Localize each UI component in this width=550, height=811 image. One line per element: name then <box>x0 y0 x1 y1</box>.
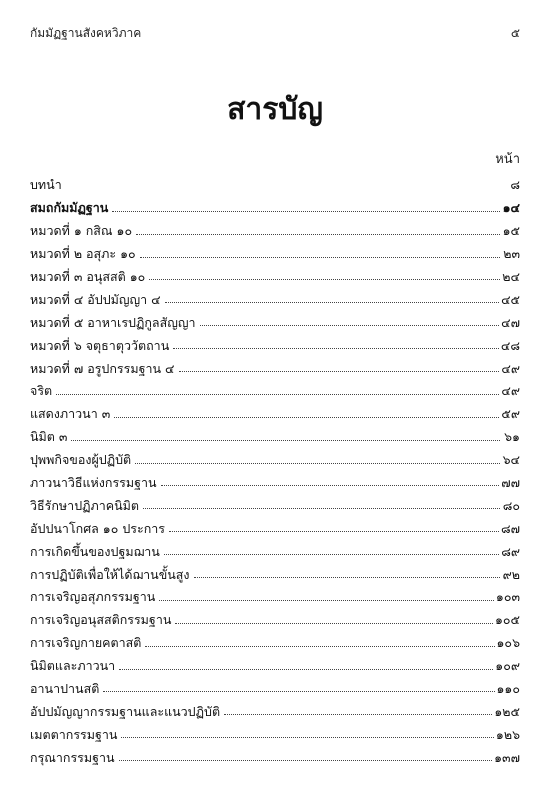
leader-dots <box>112 210 500 212</box>
leader-dots <box>119 759 493 761</box>
toc-entry[interactable] <box>30 421 520 444</box>
toc-entry-page: ๒๔ <box>502 268 520 284</box>
leader-dots <box>159 599 494 601</box>
leader-dots <box>149 278 500 280</box>
leader-dots <box>136 233 500 235</box>
toc-entry-label: สมถกัมมัฏฐาน <box>30 200 109 216</box>
leader-dots <box>66 188 500 189</box>
leader-dots <box>56 393 499 395</box>
page-number: ๕ <box>510 26 520 40</box>
toc-entry-label: อัปปมัญญากรรมฐานและแนวปฏิบัติ <box>30 703 221 719</box>
toc-entry[interactable] <box>30 238 520 261</box>
toc-entry-page: ๗๗ <box>501 474 520 490</box>
toc-entry[interactable] <box>30 467 520 490</box>
toc-entry-label: จริต <box>30 383 53 399</box>
toc-entry-page: ๑๐๕ <box>494 612 520 628</box>
toc-entry[interactable] <box>30 444 520 467</box>
toc-entry[interactable] <box>30 329 520 352</box>
toc-entry[interactable] <box>30 352 520 375</box>
leader-dots <box>140 256 500 258</box>
toc-entry-label: นิมิตและภาวนา <box>30 658 116 674</box>
toc-entry-page: ๔๙ <box>501 383 520 399</box>
toc-entry-page: ๖๔ <box>502 452 520 468</box>
page-title: สารบัญ <box>227 92 323 127</box>
toc-entry-page: ๑๐๓ <box>495 589 520 605</box>
toc-entry[interactable] <box>30 169 520 192</box>
toc-entry[interactable] <box>30 375 520 398</box>
toc-entry-label: หมวดที่ ๒ อสุภะ ๑๐ <box>30 246 136 262</box>
toc-entry[interactable] <box>30 283 520 306</box>
toc-entry-label: หมวดที่ ๑ กสิณ ๑๐ <box>30 223 133 239</box>
toc-entry[interactable] <box>30 215 520 238</box>
toc-entry-label: การเจริญกายคตาสติ <box>30 635 142 651</box>
leader-dots <box>164 553 499 555</box>
leader-dots <box>179 370 500 372</box>
toc-entry-page: ๔๕ <box>501 291 520 307</box>
leader-dots <box>224 713 492 715</box>
toc-entry-label: การเจริญอสุภกรรมฐาน <box>30 589 156 605</box>
toc-entry[interactable] <box>30 489 520 512</box>
toc-entry-page: ๑๒๖ <box>495 726 520 742</box>
leader-dots <box>103 690 494 692</box>
leader-dots <box>143 507 500 509</box>
toc-entry-page: ๑๑๐ <box>496 680 520 696</box>
toc-entry-label: การเกิดขึ้นของปฐมฌาน <box>30 543 160 559</box>
leader-dots <box>119 668 493 670</box>
leader-dots <box>135 462 500 464</box>
toc-entry-page: ๘๙ <box>501 543 520 559</box>
leader-dots <box>161 484 500 486</box>
toc-entry-label: หมวดที่ ๔ อัปปมัญญา ๔ <box>30 291 161 307</box>
toc-entry[interactable] <box>30 512 520 535</box>
toc-entry-page: ๑๐๙ <box>495 658 520 674</box>
leader-dots <box>173 347 499 349</box>
toc-entry-label: นิมิต ๓ <box>30 429 68 445</box>
toc-entry-label: อัปปนาโกศล ๑๐ ประการ <box>30 520 165 536</box>
toc-entry[interactable] <box>30 604 520 627</box>
page-column-label: หน้า <box>495 152 520 167</box>
leader-dots <box>71 439 500 441</box>
toc-entry[interactable] <box>30 650 520 673</box>
toc-entry-page: ๕๙ <box>501 406 520 422</box>
toc-entry-label: วิธีรักษาปฏิภาคนิมิต <box>30 497 140 513</box>
leader-dots <box>200 324 500 326</box>
toc-entry[interactable] <box>30 741 520 764</box>
toc-entry-label: อานาปานสติ <box>30 680 100 696</box>
toc-entry[interactable] <box>30 192 520 215</box>
toc-entry[interactable] <box>30 558 520 581</box>
leader-dots <box>175 622 493 624</box>
toc-entry-page: ๔๗ <box>501 314 520 330</box>
toc-entry-label: แสดงภาวนา ๓ <box>30 406 111 422</box>
toc-entry[interactable] <box>30 695 520 718</box>
leader-dots <box>145 645 494 647</box>
toc-entry-page: ๑๒๕ <box>494 703 520 719</box>
running-title: กัมมัฏฐานสังคหวิภาค <box>30 26 142 40</box>
toc-entry-page: ๘ <box>510 177 520 193</box>
leader-dots <box>194 576 500 578</box>
toc-entry-label: หมวดที่ ๗ อรูปกรรมฐาน ๔ <box>30 360 175 376</box>
toc-entry-page: ๑๐๖ <box>496 635 520 651</box>
toc-entry[interactable] <box>30 535 520 558</box>
toc-entry-page: ๑๕ <box>502 223 520 239</box>
leader-dots <box>114 416 499 418</box>
toc-entry[interactable] <box>30 261 520 284</box>
leader-dots <box>121 736 493 738</box>
toc-entry-page: ๘๗ <box>500 520 520 536</box>
toc-entry-label: กรุณากรรมฐาน <box>30 749 115 765</box>
toc-entry-page: ๒๓ <box>503 246 520 262</box>
leader-dots <box>165 301 499 303</box>
toc-entry[interactable] <box>30 627 520 650</box>
toc-entry-label: เมตตากรรมฐาน <box>30 726 118 742</box>
toc-entry-page: ๘๐ <box>502 497 520 513</box>
toc-entry-label: หมวดที่ ๖ จตุธาตุววัตถาน <box>30 337 170 353</box>
toc-entry-page: ๑๓๗ <box>494 749 520 765</box>
toc-entry[interactable] <box>30 673 520 696</box>
toc-entry-page: ๖๑ <box>504 429 520 445</box>
toc-entry-label: หมวดที่ ๕ อาหาเรปฏิกูลสัญญา <box>30 314 196 330</box>
toc-entry[interactable] <box>30 398 520 421</box>
leader-dots <box>169 530 499 532</box>
toc-entry-page: ๔๘ <box>500 337 520 353</box>
toc-entry-label: การปฏิบัติเพื่อให้ได้ฌานขั้นสูง <box>30 566 190 582</box>
toc-entry-label: ภาวนาวิธีแห่งกรรมฐาน <box>30 474 157 490</box>
toc-entry-page: ๔๙ <box>501 360 520 376</box>
running-header <box>30 24 520 43</box>
toc-entry-label: หมวดที่ ๓ อนุสสติ ๑๐ <box>30 268 146 284</box>
table-of-contents <box>30 169 520 764</box>
toc-entry-label: บทนำ <box>30 177 62 193</box>
toc-entry-page: ๑๔ <box>502 200 520 216</box>
toc-entry-label: ปุพพกิจของผู้ปฏิบัติ <box>30 452 132 468</box>
toc-entry-page: ๙๒ <box>502 566 520 582</box>
toc-entry[interactable] <box>30 306 520 329</box>
toc-entry-label: การเจริญอนุสสติกรรมฐาน <box>30 612 172 628</box>
toc-entry[interactable] <box>30 718 520 741</box>
toc-entry[interactable] <box>30 581 520 604</box>
